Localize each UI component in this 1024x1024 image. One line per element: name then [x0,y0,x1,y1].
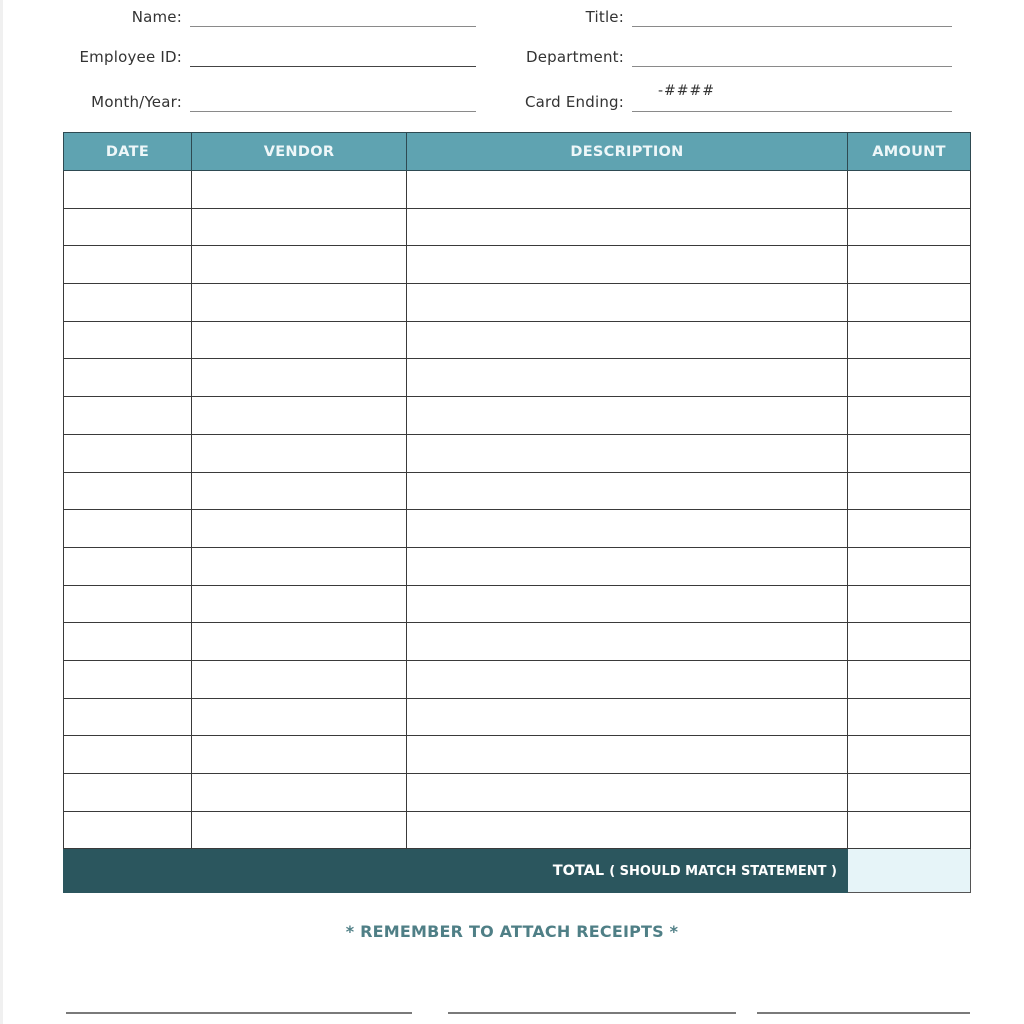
signature-line-2[interactable] [448,1012,736,1014]
description-cell[interactable] [407,472,848,510]
amount-cell[interactable] [848,472,971,510]
total-row [64,849,971,893]
vendor-cell[interactable] [192,736,407,774]
date-cell[interactable] [64,284,192,322]
date-cell[interactable] [64,208,192,246]
column-header-description: DESCRIPTION [407,133,848,171]
attach-receipts-reminder: * REMEMBER TO ATTACH RECEIPTS * [345,922,679,941]
vendor-cell[interactable] [192,208,407,246]
table-row [64,472,971,510]
date-cell[interactable] [64,811,192,849]
amount-cell[interactable] [848,736,971,774]
vendor-cell[interactable] [192,472,407,510]
date-cell[interactable] [64,660,192,698]
card-ending-label: Card Ending: [524,93,624,111]
table-row [64,171,971,209]
table-row [64,359,971,397]
title-field[interactable] [632,26,952,27]
table-row [64,585,971,623]
vendor-cell[interactable] [192,171,407,209]
description-cell[interactable] [407,698,848,736]
column-header-date: DATE [64,133,192,171]
date-cell[interactable] [64,585,192,623]
table-row [64,736,971,774]
title-label: Title: [585,8,624,26]
date-cell[interactable] [64,510,192,548]
amount-cell[interactable] [848,171,971,209]
date-cell[interactable] [64,472,192,510]
vendor-cell[interactable] [192,321,407,359]
table-row [64,246,971,284]
total-label-cell [64,849,848,893]
description-cell[interactable] [407,585,848,623]
table-row [64,547,971,585]
table-body [64,171,971,849]
date-cell[interactable] [64,359,192,397]
description-cell[interactable] [407,284,848,322]
table-row [64,774,971,812]
amount-cell[interactable] [848,284,971,322]
table-row [64,284,971,322]
vendor-cell[interactable] [192,660,407,698]
description-cell[interactable] [407,321,848,359]
signature-line-3[interactable] [757,1012,970,1014]
employee-id-field[interactable] [190,66,476,67]
amount-cell[interactable] [848,585,971,623]
amount-cell[interactable] [848,774,971,812]
vendor-cell[interactable] [192,434,407,472]
vendor-cell[interactable] [192,397,407,435]
amount-cell[interactable] [848,321,971,359]
total-note: ( SHOULD MATCH STATEMENT ) [609,863,837,879]
vendor-cell[interactable] [192,698,407,736]
column-header-amount: AMOUNT [848,133,971,171]
description-cell[interactable] [407,246,848,284]
employee-id-label: Employee ID: [79,48,182,66]
vendor-cell[interactable] [192,547,407,585]
table-row [64,397,971,435]
amount-cell[interactable] [848,246,971,284]
date-cell[interactable] [64,736,192,774]
date-cell[interactable] [64,774,192,812]
description-cell[interactable] [407,623,848,661]
description-cell[interactable] [407,774,848,812]
amount-cell[interactable] [848,359,971,397]
name-label: Name: [131,8,182,26]
month-year-field[interactable] [190,111,476,112]
date-cell[interactable] [64,397,192,435]
table-row [64,321,971,359]
amount-cell[interactable] [848,660,971,698]
amount-cell[interactable] [848,698,971,736]
description-cell[interactable] [407,811,848,849]
department-label: Department: [525,48,624,66]
vendor-cell[interactable] [192,623,407,661]
date-cell[interactable] [64,547,192,585]
month-year-label: Month/Year: [91,93,182,111]
date-cell[interactable] [64,434,192,472]
date-cell[interactable] [64,698,192,736]
date-cell[interactable] [64,623,192,661]
card-ending-hint: -#### [658,83,715,99]
table-row [64,208,971,246]
department-field[interactable] [632,66,952,67]
vendor-cell[interactable] [192,774,407,812]
table-row [64,660,971,698]
total-label: TOTAL [552,862,605,879]
description-cell[interactable] [407,397,848,435]
amount-cell[interactable] [848,208,971,246]
date-cell[interactable] [64,246,192,284]
date-cell[interactable] [64,171,192,209]
description-cell[interactable] [407,434,848,472]
amount-cell[interactable] [848,623,971,661]
description-cell[interactable] [407,660,848,698]
amount-cell[interactable] [848,397,971,435]
table-row [64,811,971,849]
description-cell[interactable] [407,547,848,585]
description-cell[interactable] [407,510,848,548]
vendor-cell[interactable] [192,359,407,397]
description-cell[interactable] [407,736,848,774]
vendor-cell[interactable] [192,510,407,548]
column-header-vendor: VENDOR [192,133,407,171]
table-row [64,434,971,472]
vendor-cell[interactable] [192,811,407,849]
amount-cell[interactable] [848,547,971,585]
name-field[interactable] [190,26,476,27]
vendor-cell[interactable] [192,585,407,623]
description-cell[interactable] [407,208,848,246]
total-amount-cell[interactable] [848,849,971,893]
vendor-cell[interactable] [192,284,407,322]
page-edge [0,0,3,1024]
table-row [64,698,971,736]
amount-cell[interactable] [848,510,971,548]
expense-table [63,132,971,893]
table-row [64,623,971,661]
amount-cell[interactable] [848,811,971,849]
description-cell[interactable] [407,171,848,209]
table-row [64,510,971,548]
vendor-cell[interactable] [192,246,407,284]
signature-line-1[interactable] [66,1012,412,1014]
card-ending-field[interactable] [632,111,952,112]
date-cell[interactable] [64,321,192,359]
table-header-row [64,133,971,171]
description-cell[interactable] [407,359,848,397]
amount-cell[interactable] [848,434,971,472]
